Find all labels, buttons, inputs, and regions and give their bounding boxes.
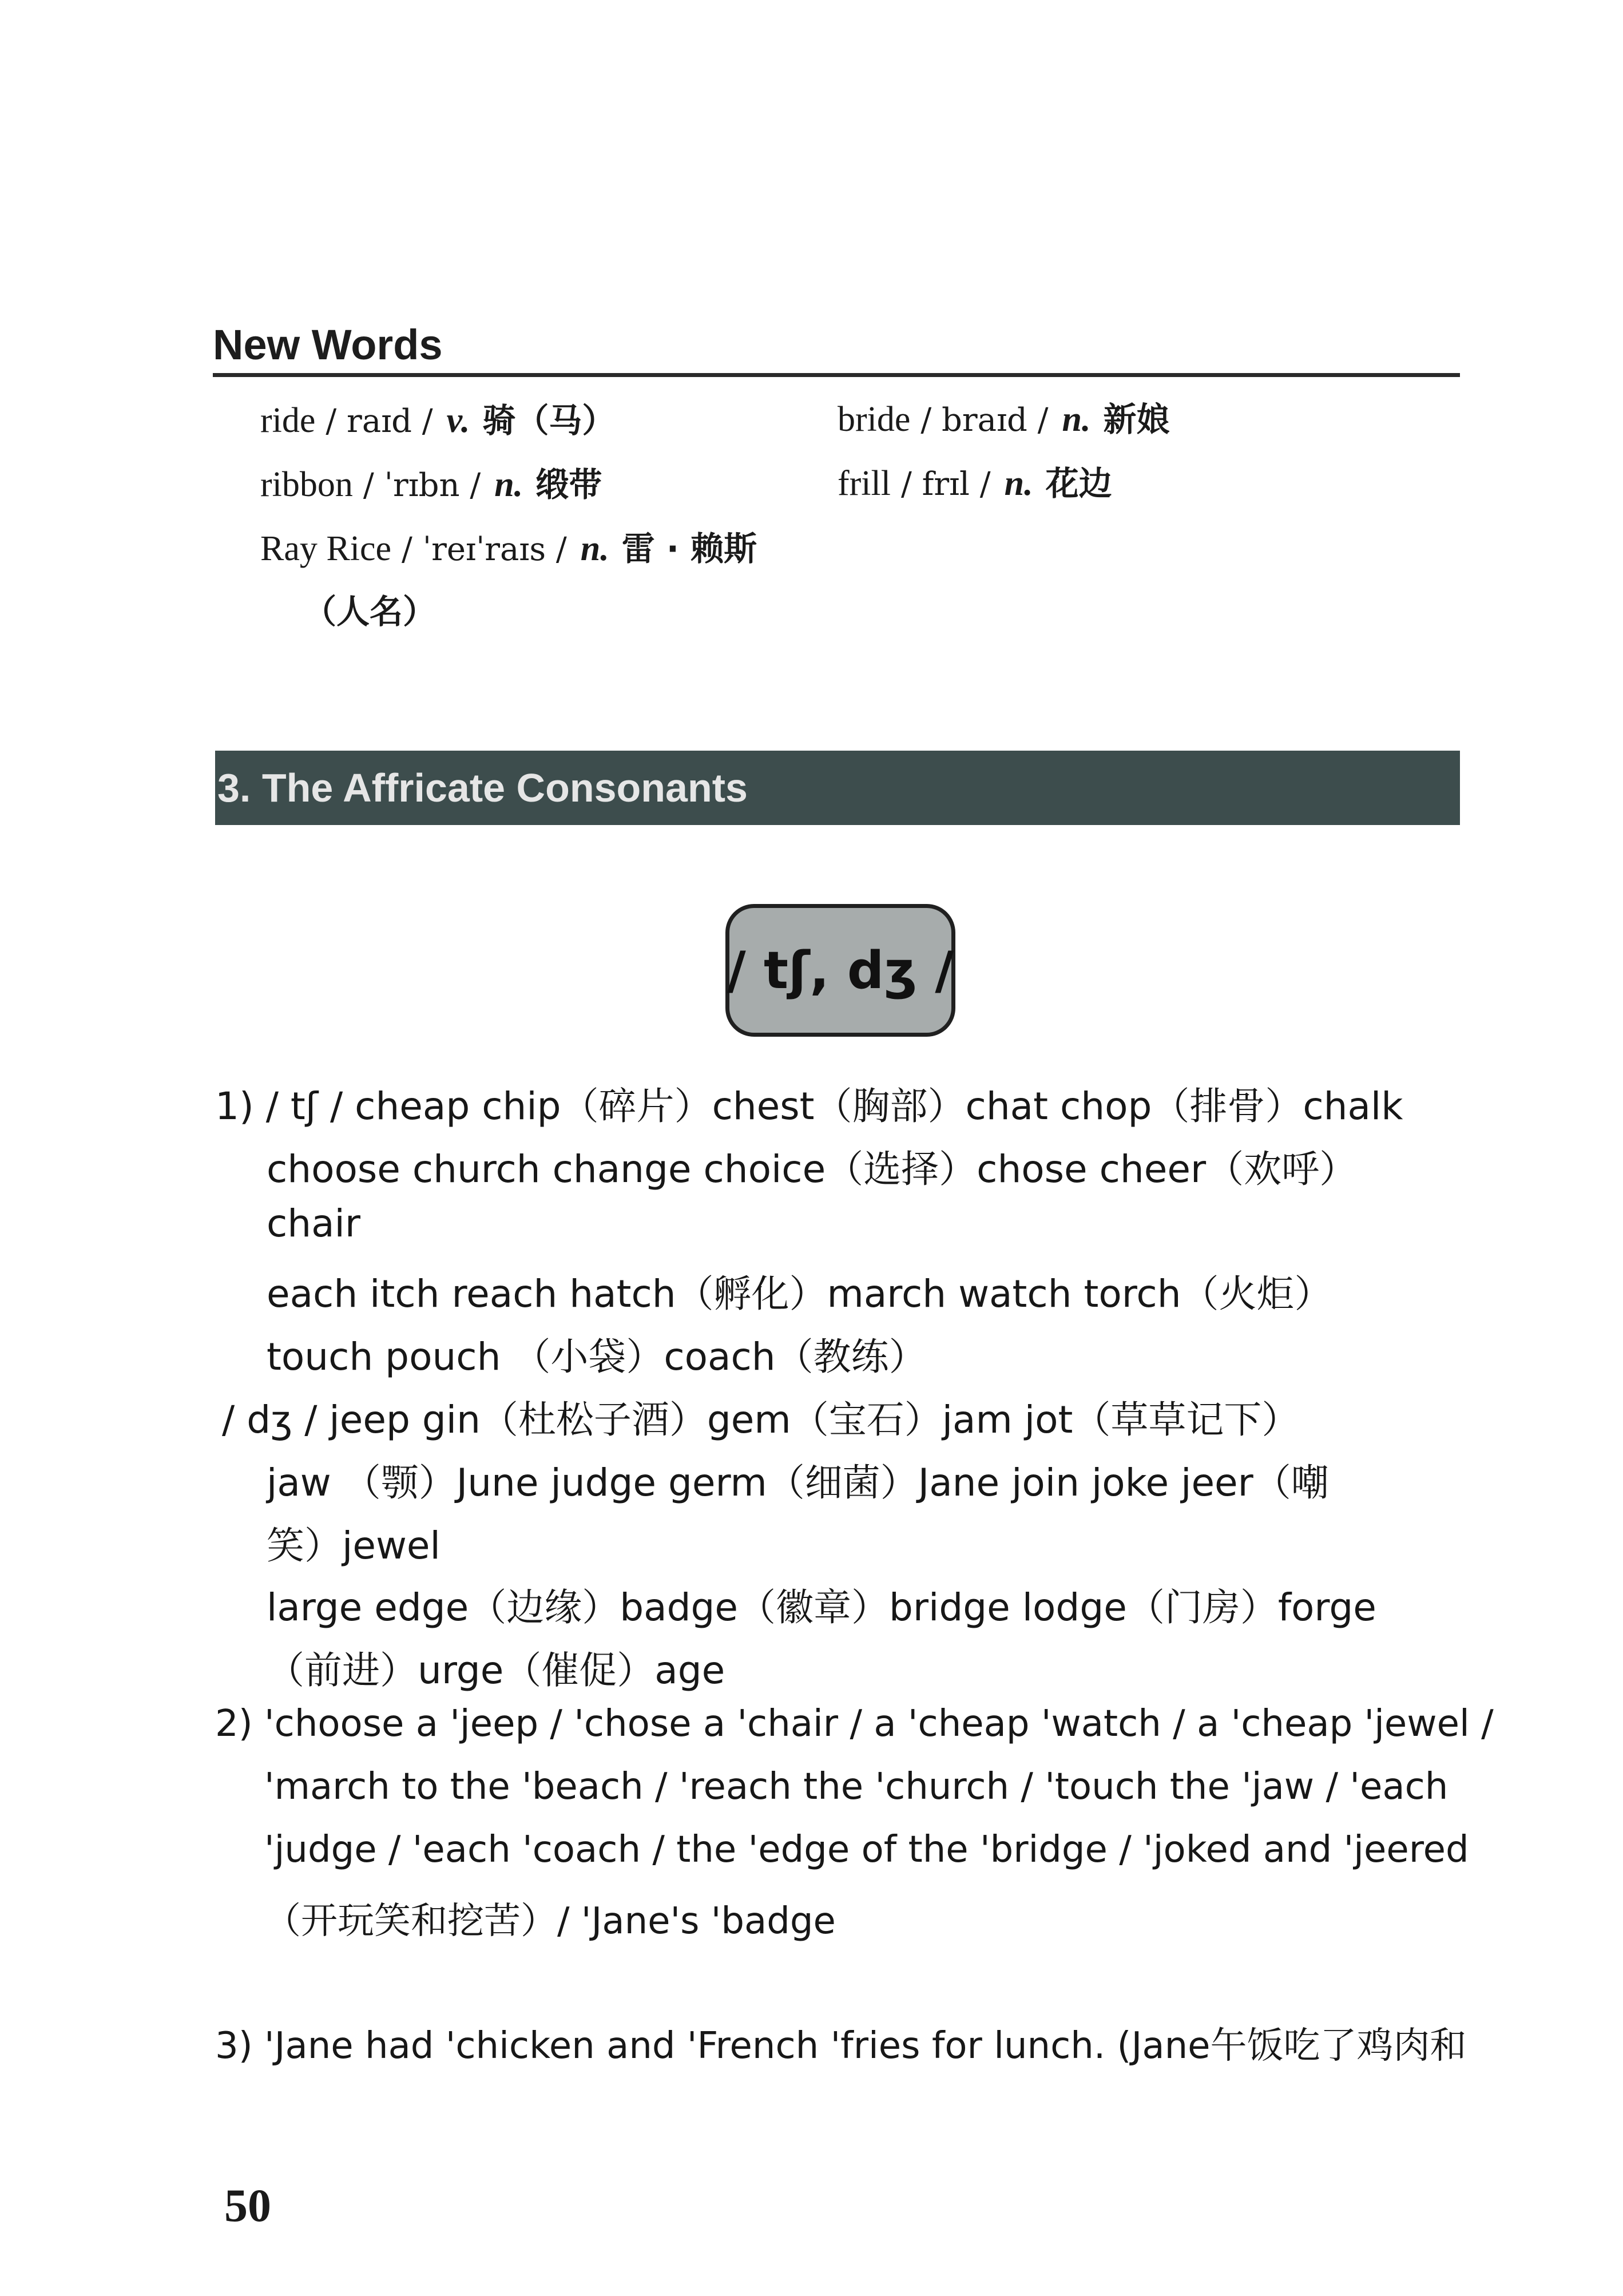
exercise1-line: each itch reach hatch（孵化）march watch torch（火炬） xyxy=(267,1272,1332,1316)
entry-meaning: 花边 xyxy=(1045,464,1112,503)
exercise1-line: chair xyxy=(267,1201,361,1246)
word-entry-frill xyxy=(838,457,1112,505)
exercise1-line: large edge（边缘）badge（徽章）bridge lodge（门房）forge xyxy=(267,1585,1376,1629)
exercise1-line: （前进）urge（催促）age xyxy=(267,1648,725,1692)
exercise2-line: 'march to the 'beach / 'reach the 'church / 'touch the 'jaw / 'each xyxy=(264,1766,1449,1808)
exercise1-line: touch pouch （小袋）coach（教练） xyxy=(267,1335,927,1379)
section-title: 3. The Affricate Consonants xyxy=(217,766,748,810)
entry-pos: v. xyxy=(446,401,470,440)
entry-phonetic: / frɪl / xyxy=(900,466,991,503)
entry-phonetic: / ˈrɪbn / xyxy=(363,467,481,504)
exercise2-line: （开玩笑和挖苦）/ 'Jane's 'badge xyxy=(264,1900,836,1942)
entry-meaning: 缎带 xyxy=(535,465,602,504)
entry-pos: n. xyxy=(580,529,609,568)
entry-phonetic: / raɪd / xyxy=(326,403,433,440)
word-entry-ride xyxy=(260,394,615,442)
entry-word: ribbon xyxy=(260,465,353,504)
entry-pos: n. xyxy=(1062,400,1091,439)
page-number: 50 xyxy=(224,2179,271,2231)
entry-word: Ray Rice xyxy=(260,529,391,568)
entry-phonetic: / ˈreɪˈraɪs / xyxy=(402,531,567,568)
exercise1-line: choose church change choice（选择）chose cheer（欢呼） xyxy=(267,1147,1358,1191)
exercise1-line: 1) / tʃ / cheap chip（碎片）chest（胸部）chat chop（排骨）chalk xyxy=(215,1084,1403,1128)
word-entry-ribbon xyxy=(260,458,602,506)
exercise1-line: 笑）jewel xyxy=(267,1524,441,1568)
phoneme-box: / tʃ, dʒ / xyxy=(725,904,955,1037)
exercise2-line: 2) 'choose a 'jeep / 'chose a 'chair / a 'cheap 'watch / a 'cheap 'jewel / xyxy=(215,1703,1494,1745)
entry-meaning: 骑（马） xyxy=(482,401,616,440)
exercise1-line: jaw （颚）June judge germ（细菌）Jane join joke jeer（嘲 xyxy=(267,1461,1329,1505)
entry-word: bride xyxy=(838,400,911,439)
entry-pos: n. xyxy=(494,465,523,504)
exercise2-line: 'judge / 'each 'coach / the 'edge of the 'bridge / 'joked and 'jeered xyxy=(264,1829,1469,1871)
exercise3-line: 3) 'Jane had 'chicken and 'French 'fries for lunch. (Jane午饭吃了鸡肉和 xyxy=(215,2025,1467,2067)
entry-word: frill xyxy=(838,464,891,503)
entry-meaning: 雷 · 赖斯 xyxy=(621,529,757,568)
word-entry-ray-rice xyxy=(260,522,757,570)
entry-meaning: 新娘 xyxy=(1103,400,1170,439)
word-entry-bride xyxy=(838,392,1170,441)
entry-phonetic: / braɪd / xyxy=(920,402,1049,439)
entry-note: （人名） xyxy=(303,592,436,631)
entry-word: ride xyxy=(260,401,316,440)
new-words-heading: New Words xyxy=(213,321,443,368)
exercise1-line: / dʒ / jeep gin（杜松子酒）gem（宝石）jam jot（草草记下） xyxy=(222,1398,1300,1442)
entry-pos: n. xyxy=(1004,464,1033,503)
heading-rule xyxy=(213,373,1460,377)
